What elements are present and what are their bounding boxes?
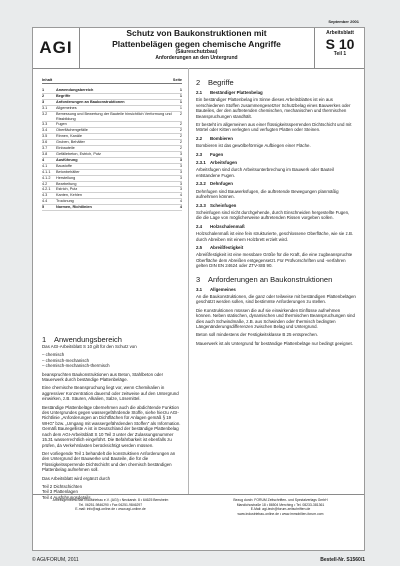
toc-page: 2 <box>179 122 182 127</box>
sheet-number-block <box>314 28 365 68</box>
toc-title: Bearbeitung <box>56 181 77 186</box>
toc-page: 3 <box>179 187 182 192</box>
subsection-title: Scheinfugen <box>210 202 237 208</box>
footer-line: Mandichostraße 18 • 86504 Merching • Tel. 08233-381361 <box>236 502 325 507</box>
subsection-heading <box>196 245 356 250</box>
list-item: Teil 3 Plattenlagen <box>42 489 78 495</box>
footer-line: Tel. 06251-9846290 • Fax 06251-9846297 <box>78 502 143 507</box>
toc-title: Einbauteile <box>56 146 75 151</box>
toc-title: Normen, Richtlinien <box>56 205 92 210</box>
subsection-number: 2.1 <box>196 90 203 95</box>
toc-number: 4.1.2 <box>42 175 51 180</box>
paragraph: Ein beständiger Plattenbelag im Sinne dieses Arbeitsblattes ist ein aus verschiedenen Stoffen zusammengesetzter Schutzbelag eines Bauwerkes oder Bauteiles, der den auftretenden chemischen, mechanischen und thermischen Beanspruchungen standhält. <box>196 97 351 119</box>
subsection-number: 2.3.2 <box>196 181 206 187</box>
toc-title: Anforderungen an Baukonstruktionen <box>56 99 125 104</box>
toc-number: 3.5 <box>42 134 48 139</box>
subsection-heading <box>196 90 356 95</box>
subsection-heading <box>196 181 356 186</box>
subsection-title: Abreißfestigkeit <box>210 244 244 250</box>
toc-number: 3.4 <box>42 128 48 133</box>
toc-title: Begriffe <box>56 93 71 98</box>
toc-number: 4.4 <box>42 199 48 204</box>
footer-line: E-mail: info@agi-online.de • www.agi-online.de <box>75 507 146 512</box>
toc-title: Trocknung <box>56 199 74 204</box>
publisher-info <box>38 498 183 512</box>
toc-page: 3 <box>179 163 182 168</box>
toc-title: Allgemeines <box>56 105 77 110</box>
subsection-heading <box>196 224 356 229</box>
left-column <box>42 335 182 500</box>
toc-title: Betonbehälter <box>56 169 80 174</box>
subtitle-line-2: Anforderungen an den Untergrund <box>155 55 238 61</box>
toc-page: 1 <box>179 88 182 92</box>
paragraph: Holzschalenmaß ist eine fein strukturierte, geschlossene Oberfläche, wie sie z.B. durch Abreiben mit einem Holzbrett erzielt wird. <box>196 231 354 242</box>
section-3-heading <box>196 275 356 284</box>
toc-page: 1 <box>179 99 182 104</box>
toc-number: 4.3 <box>42 193 48 198</box>
section-title: Anforderungen an Baukonstruktionen <box>208 274 333 284</box>
subsection-title: Fugen <box>210 151 224 157</box>
table-of-contents <box>42 78 182 211</box>
toc-page: 3 <box>179 175 182 180</box>
subsection-heading <box>196 287 356 292</box>
order-number: Bestell-Nr. S1560/1 <box>320 557 365 563</box>
toc-number: 4.1.1 <box>42 169 51 174</box>
toc-title: Estrich, Putz <box>56 187 78 192</box>
toc-page: 1 <box>179 93 182 98</box>
paragraph: Das Arbeitsblatt wird ergänzt durch <box>42 475 111 481</box>
paragraph: Mauerwerk ist als Untergrund für beständige Plattenbeläge nur bedingt geeignet. <box>196 340 353 346</box>
title-block <box>79 28 314 68</box>
paragraph: Beständige Plattenbeläge übernehmen auch die abdichtende Funktion des Untergrundes gegen wassergefährdende Stoffe, siehe hierzu AGI-Richtlinie „Anforderungen an Dichtflächen für Anlagen gemäß § 19 WHG“ bzw. „Umgang mit wassergefährdenden Stoffen“ als Information. Gemäß Bauregelliste A ist in Deutschland der beständige Plattenbelag nach dem AGI-Arbeitsblatt S 10 Teil 3 unter der Zulassungsnummer 15.31 wasserrechtlich eingeführt. Die Befahrbarkeit ist ebenfalls zu prüfen, da Verkehrslasten berücksichtigt werden müssen. <box>42 404 181 448</box>
section-title: Begriffe <box>208 78 234 87</box>
subsection-number: 3.1 <box>196 286 203 292</box>
paragraph: Scheinfugen sind nicht durchgehende, durch Einschneiden hergestellte Fugen, die die Lage von möglicherweise auftretenden Rissen vorgeben sollen. <box>196 209 350 221</box>
toc-page: 4 <box>179 199 182 204</box>
toc-page: 2 <box>179 134 182 139</box>
toc-number: 3 <box>42 99 45 104</box>
toc-rows <box>42 88 182 211</box>
toc-page: 2 <box>179 140 182 145</box>
toc-number: 3.2 <box>42 111 48 116</box>
subsection-number: 2.3 <box>196 151 203 157</box>
toc-title: Fugen <box>56 122 67 127</box>
footer-line: Bezug durch: FORUM Zeitschriften- und Spezialverlags GmbH <box>233 498 328 502</box>
toc-row <box>42 205 182 211</box>
sheet-header <box>33 28 364 69</box>
subsection-heading <box>196 160 356 165</box>
paragraph: Dehnfugen sind Bauwerksfugen, die auftretende Bewegungen planmäßig aufnehmen können. <box>196 188 339 200</box>
subsection-number: 2.4 <box>196 223 203 229</box>
datasheet <box>32 19 365 551</box>
subsection-number: 2.5 <box>196 244 203 250</box>
paragraph: Der vorliegende Teil 1 behandelt die konstruktiven Anforderungen an den Untergrund der Bauwerke und Bauteile, die für die Flüssigkeitssperrende Dichtschicht und den chemisch beständigen Plattenbelag aufnehmen soll. <box>42 450 176 473</box>
stress-list <box>42 352 182 368</box>
toc-number: 2 <box>42 93 45 98</box>
toc-title: Anwendungsbereich <box>56 88 94 92</box>
toc-number: 4.1 <box>42 163 48 168</box>
distributor-info <box>203 498 358 516</box>
subsection-number: 2.2 <box>196 135 203 141</box>
right-column <box>196 78 356 349</box>
subtitle-line-1: (Säureschutzbau) <box>175 49 218 55</box>
footer-line: Arbeitsgemeinschaft Industriebau e.V. (AGI) • Neckarstr. 8 • 64625 Bensheim <box>52 498 169 502</box>
toc-page: 3 <box>179 157 182 162</box>
subsection-number: 2.3.1 <box>196 160 206 166</box>
list-item: – chemisch-mechanisch-thermisch <box>42 363 110 369</box>
toc-title: Rinnen, Kanäle <box>56 134 82 139</box>
paragraph: An die Baukonstruktionen, die ganz oder teilweise mit beständigen Plattenbelägen geschützt werden sollen, sind bestimmte Anforderungen zu stellen. <box>196 293 356 305</box>
sheet-number: S 10 <box>325 36 355 52</box>
paragraph: Arbeitsfugen sind durch Arbeitsunterbrechung im Bauwerk oder Bauteil entstandene Fugen. <box>196 167 334 178</box>
issue-date: September 2001 <box>328 19 359 24</box>
paragraph: Das AGI-Arbeitsblatt S 10 gilt für den Schutz von <box>42 344 137 349</box>
toc-number: 3.7 <box>42 146 48 151</box>
list-item: Teil 2 Dichtschichten <box>42 483 83 489</box>
paragraph: Beton soll mindestens der Festigkeitsklasse B 25 entsprechen. <box>196 332 319 338</box>
toc-number: 4.2.1 <box>42 187 51 192</box>
subsection-title: Holzschalenmaß <box>210 223 245 229</box>
toc-number: 3.1 <box>42 105 48 110</box>
title-line-1: Schutz von Baukonstruktionen mit <box>126 28 267 38</box>
sheet-footer <box>33 494 364 552</box>
toc-page: 2 <box>179 128 182 133</box>
toc-number: 3.3 <box>42 122 48 127</box>
toc-number: 5 <box>42 205 45 210</box>
section-title: Anwendungsbereich <box>54 335 122 344</box>
column-divider <box>188 68 189 494</box>
paragraph: beanspruchten Baukonstruktionen aus Beton, Stahlbeton oder Mauerwerk durch beständige Plattenbeläge. <box>42 371 164 383</box>
subsection-heading <box>196 152 356 157</box>
toc-title: Gruben, Behälter <box>56 140 85 145</box>
toc-title: Bemessung und Bewertung der Bauteile hinsichtlich Verformung und Rissbildung <box>56 111 172 121</box>
footer-line: www.industriebau-online.de • www.immobilien-forum.com <box>237 511 324 516</box>
paragraph: Er besteht im allgemeinen aus einer flüssigkeitssperrenden Dichtschicht und mit Mörtel oder Kitten verlegten und verfugten Platten oder Steinen. <box>196 122 352 133</box>
paragraph: Eine chemische Beanspruchung liegt vor, wenn Chemikalien in aggressiver Konzentration dauernd oder zeitweise auf den Untergrund einwirken, z.B. Säuren, Alkalien, Salze, Lösemittel. <box>42 385 179 402</box>
list-item: – chemisch <box>42 352 65 358</box>
toc-page: 2 <box>179 146 182 151</box>
section-1-heading <box>42 335 182 344</box>
toc-page: 3 <box>179 181 182 186</box>
toc-page: 3 <box>179 169 182 174</box>
subsection-title: Arbeitsfugen <box>210 160 238 166</box>
toc-title: Gefällebeton, Estrich, Putz <box>56 151 101 156</box>
paragraph: Abreißfestigkeit ist eine messbare Größe für die Kraft, die eine zugbeanspruchte Oberfläche dem Abreißen entgegensetzt. Für Prüfvorschriften und -verfahren gelten DIN EN 24624 oder ZTV-SIB 90. <box>196 252 353 269</box>
toc-page: 2 <box>179 111 182 116</box>
list-item: – chemisch-mechanisch <box>42 357 90 363</box>
toc-number: 1 <box>42 88 45 92</box>
subsection-number: 2.3.3 <box>196 202 206 208</box>
copyright: © AGI/FORUM, 2011 <box>32 557 79 563</box>
sheet-part: Teil 1 <box>333 51 347 57</box>
list-item: Teil 4 Ausführungsdetails. <box>42 494 92 500</box>
subsection-heading <box>196 203 356 208</box>
toc-number: 3.8 <box>42 151 48 156</box>
toc-head-right: Seite <box>172 78 182 82</box>
toc-row <box>42 112 182 123</box>
subsection-title: Allgemeines <box>210 286 236 292</box>
footer-line: E-Mail: agi-tech@forum-zeitschriften.de <box>250 507 311 512</box>
section-number: 1 <box>42 335 47 344</box>
toc-page: 1 <box>179 105 182 110</box>
toc-page: 4 <box>179 193 182 198</box>
paragraph: Die Konstruktionen müssen die auf sie einwirkenden Einflüsse aufnehmen können. Neben statischen, dynamischen und thermischen Beanspruchungen sind dies auch Schwindmaße, z.B. aus Schwinden oder thermisch bedingten Längenänderungsdifferenzen zwischen Belag und Untergrund. <box>196 307 355 329</box>
sheet-label: Arbeitsblatt <box>326 30 354 36</box>
toc-head-left: Inhalt <box>42 78 53 82</box>
toc-page: 4 <box>179 205 182 210</box>
section-number: 2 <box>196 78 201 87</box>
subsection-title: Bombieren <box>210 135 233 141</box>
toc-title: Oberflächengefälle <box>56 128 88 133</box>
toc-number: 3.6 <box>42 140 48 145</box>
subsection-title: Dehnfugen <box>210 181 233 187</box>
toc-number: 4.2 <box>42 181 48 186</box>
toc-page: 3 <box>179 151 182 156</box>
subsection-title: Beständiger Plattenbelag <box>210 90 263 95</box>
toc-title: Kanten, Kehlen <box>56 193 82 198</box>
toc-number: 4 <box>42 157 45 162</box>
section-number: 3 <box>196 274 201 284</box>
paragraph: Bombieren ist das gewölbeförmige Aufbiegen einer Fläche. <box>196 143 311 149</box>
subsection-heading <box>196 136 356 141</box>
toc-title: Ausführung <box>56 157 78 162</box>
toc-header <box>42 78 182 84</box>
title-line-2: Plattenbelägen gegen chemische Angriffe <box>112 38 281 49</box>
toc-title: Baustoffe <box>56 163 72 168</box>
toc-title: Herstellung <box>56 175 76 180</box>
section-2-heading <box>196 78 356 87</box>
agi-logo: AGI <box>33 28 80 68</box>
